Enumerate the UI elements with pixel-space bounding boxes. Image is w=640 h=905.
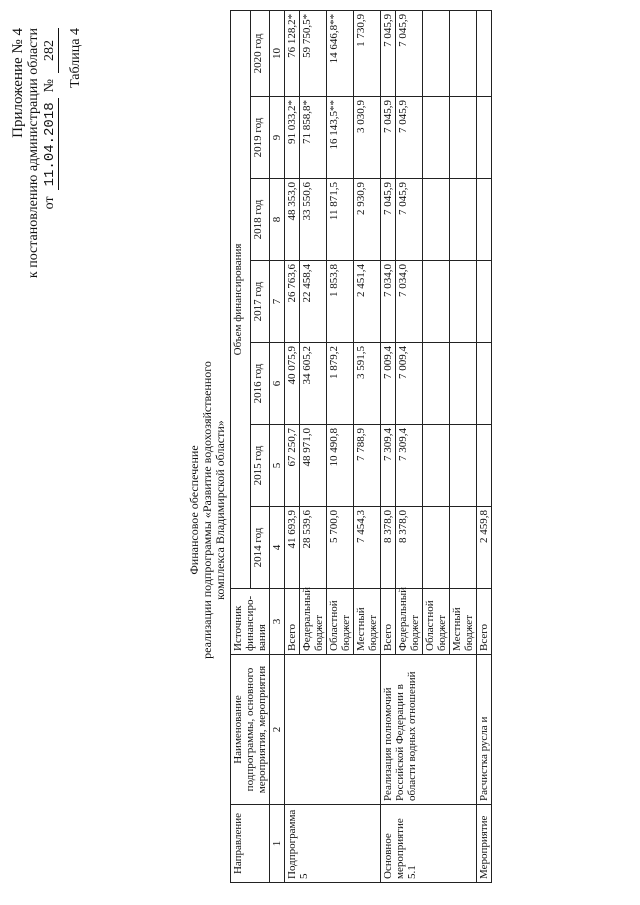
column-number-row xyxy=(270,10,285,882)
value-cell xyxy=(477,261,492,343)
value-cell: 59 750,5* xyxy=(300,10,327,96)
value-cell: 41 693,9 xyxy=(285,507,300,589)
value-cell xyxy=(450,261,477,343)
name-cell: Расчистка русла и xyxy=(477,655,492,805)
appendix-title: Приложение № 4 xyxy=(10,28,26,138)
value-cell xyxy=(423,261,450,343)
value-cell: 7 045,9 xyxy=(381,10,396,96)
column-number: 1 xyxy=(270,805,285,883)
value-cell: 67 250,7 xyxy=(285,425,300,507)
value-cell xyxy=(477,97,492,179)
value-cell: 48 971,0 xyxy=(300,425,327,507)
value-cell: 7 045,9 xyxy=(381,97,396,179)
value-cell: 1 853,8 xyxy=(327,261,354,343)
column-number: 3 xyxy=(270,589,285,655)
value-cell: 26 763,6 xyxy=(285,261,300,343)
value-cell: 7 788,9 xyxy=(354,425,381,507)
value-cell: 7 034,0 xyxy=(381,261,396,343)
value-cell: 1 879,2 xyxy=(327,343,354,425)
name-cell: Реализация полномочий Российской Федерации в области водных отношений xyxy=(381,655,477,805)
value-cell xyxy=(477,179,492,261)
header-source: Источник финансиро-вания xyxy=(231,589,270,655)
header-year: 2015 год xyxy=(250,425,270,507)
value-cell: 7 045,9 xyxy=(381,179,396,261)
table-row xyxy=(285,10,300,882)
source-cell: Местный бюджет xyxy=(450,589,477,655)
value-cell: 91 033,2* xyxy=(285,97,300,179)
value-cell: 7 045,9 xyxy=(396,97,423,179)
value-cell xyxy=(450,343,477,425)
value-cell xyxy=(450,179,477,261)
column-number: 2 xyxy=(270,655,285,805)
appendix-header xyxy=(10,28,84,278)
value-cell xyxy=(477,425,492,507)
column-number: 10 xyxy=(270,10,285,96)
value-cell: 7 309,4 xyxy=(396,425,423,507)
header-year: 2019 год xyxy=(250,97,270,179)
value-cell xyxy=(423,507,450,589)
value-cell: 7 045,9 xyxy=(396,10,423,96)
table-label: Таблица 4 xyxy=(68,28,83,88)
value-cell xyxy=(450,10,477,96)
value-cell xyxy=(477,10,492,96)
value-cell: 14 646,8** xyxy=(327,10,354,96)
source-cell: Всего xyxy=(381,589,396,655)
source-cell: Всего xyxy=(477,589,492,655)
value-cell: 76 128,2* xyxy=(285,10,300,96)
value-cell: 10 490,8 xyxy=(327,425,354,507)
value-cell: 2 930,9 xyxy=(354,179,381,261)
value-cell xyxy=(423,97,450,179)
decree-reference: к постановлению администрации области xyxy=(26,28,41,279)
column-number: 8 xyxy=(270,179,285,261)
value-cell: 7 034,0 xyxy=(396,261,423,343)
column-number: 9 xyxy=(270,97,285,179)
name-cell xyxy=(285,655,381,805)
source-cell: Областной бюджет xyxy=(423,589,450,655)
title-line-3: комплекса Владимирской области» xyxy=(213,420,227,600)
value-cell xyxy=(423,425,450,507)
value-cell: 7 454,3 xyxy=(354,507,381,589)
header-year: 2014 год xyxy=(250,507,270,589)
date-prefix: от xyxy=(42,196,57,210)
value-cell: 3 591,5 xyxy=(354,343,381,425)
header-year: 2018 год xyxy=(250,179,270,261)
source-cell: Всего xyxy=(285,589,300,655)
direction-cell: Основное мероприятие 5.1 xyxy=(381,805,477,883)
value-cell: 1 730,9 xyxy=(354,10,381,96)
direction-cell: Мероприятие xyxy=(477,805,492,883)
value-cell: 40 075,9 xyxy=(285,343,300,425)
value-cell xyxy=(450,507,477,589)
table-header-row xyxy=(231,10,251,882)
source-cell: Местный бюджет xyxy=(354,589,381,655)
decree-date-row xyxy=(42,28,59,278)
header-year: 2020 год xyxy=(250,10,270,96)
financing-table xyxy=(230,10,492,883)
decree-number: 282 xyxy=(42,28,59,73)
value-cell: 7 009,4 xyxy=(396,343,423,425)
value-cell: 34 605,2 xyxy=(300,343,327,425)
column-number: 6 xyxy=(270,343,285,425)
column-number: 4 xyxy=(270,507,285,589)
value-cell: 2 451,4 xyxy=(354,261,381,343)
value-cell: 22 458,4 xyxy=(300,261,327,343)
value-cell: 8 378,0 xyxy=(381,507,396,589)
header-name: Наименование подпрограммы, основного мероприятия, мероприятия xyxy=(231,655,270,805)
value-cell: 48 353,0 xyxy=(285,179,300,261)
title-line-1: Финансовое обеспечение xyxy=(187,445,201,575)
value-cell: 71 858,8* xyxy=(300,97,327,179)
value-cell: 28 539,6 xyxy=(300,507,327,589)
value-cell: 7 045,9 xyxy=(396,179,423,261)
decree-date: 11.04.2018 xyxy=(42,98,59,190)
header-direction: Направление xyxy=(231,805,270,883)
value-cell xyxy=(423,10,450,96)
value-cell xyxy=(450,97,477,179)
title-line-2: реализации подпрограммы «Развитие водохозяйственного xyxy=(200,361,214,659)
source-cell: Областной бюджет xyxy=(327,589,354,655)
value-cell xyxy=(423,343,450,425)
direction-cell: Подпрограмма 5 xyxy=(285,805,381,883)
value-cell: 11 871,5 xyxy=(327,179,354,261)
source-cell: Федеральный бюджет xyxy=(396,589,423,655)
value-cell: 33 550,6 xyxy=(300,179,327,261)
value-cell: 8 378,0 xyxy=(396,507,423,589)
value-cell xyxy=(450,425,477,507)
table-row xyxy=(477,10,492,882)
document-title xyxy=(188,265,227,755)
column-number: 5 xyxy=(270,425,285,507)
header-volume: Объем финансирования xyxy=(231,10,251,588)
value-cell xyxy=(423,179,450,261)
source-cell: Федеральный бюджет xyxy=(300,589,327,655)
value-cell: 7 009,4 xyxy=(381,343,396,425)
value-cell: 2 459,8 xyxy=(477,507,492,589)
value-cell: 7 309,4 xyxy=(381,425,396,507)
number-prefix: № xyxy=(42,79,57,93)
value-cell xyxy=(477,343,492,425)
value-cell: 3 030,9 xyxy=(354,97,381,179)
header-year: 2016 год xyxy=(250,343,270,425)
value-cell: 5 700,0 xyxy=(327,507,354,589)
table-row xyxy=(381,10,396,882)
column-number: 7 xyxy=(270,261,285,343)
header-year: 2017 год xyxy=(250,261,270,343)
value-cell: 16 143,5** xyxy=(327,97,354,179)
